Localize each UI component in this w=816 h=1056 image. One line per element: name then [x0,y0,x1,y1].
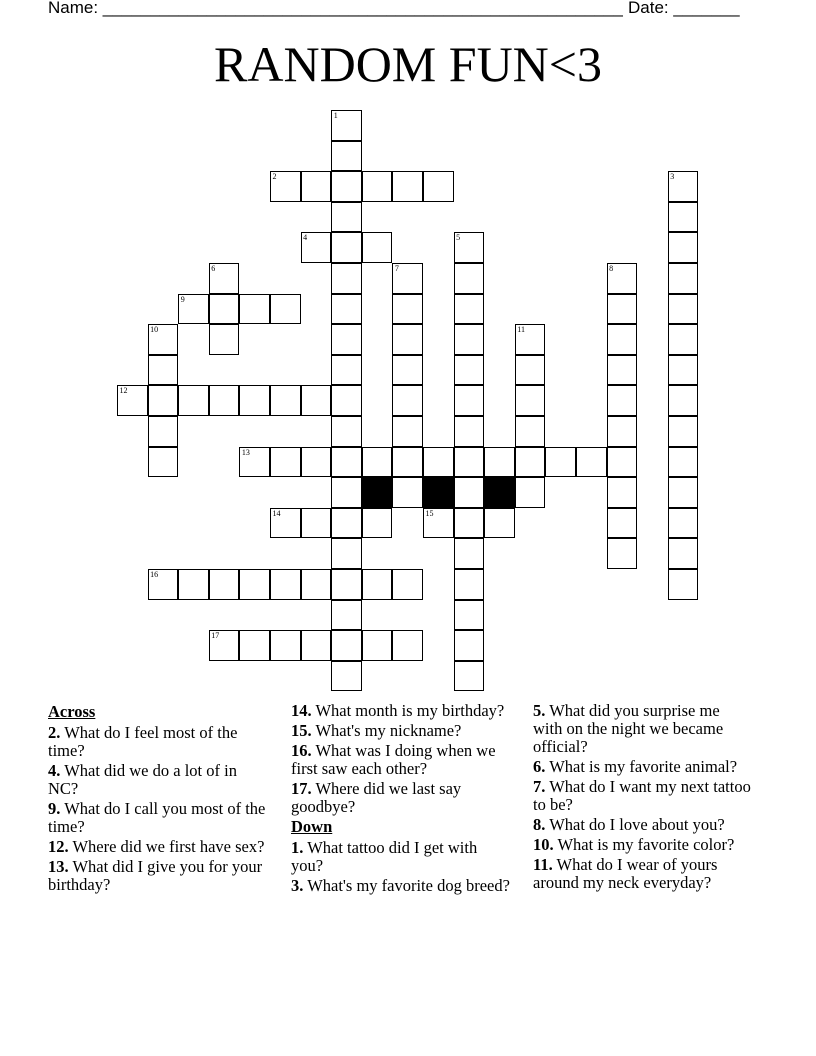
grid-cell[interactable] [607,477,638,508]
grid-cell[interactable] [668,355,699,386]
clue-number-label: 7 [394,264,399,273]
grid-cell[interactable] [178,294,209,325]
grid-cell[interactable] [607,385,638,416]
grid-cell[interactable] [331,538,362,569]
grid-cell[interactable] [209,569,240,600]
grid-cell[interactable] [668,171,699,202]
grid-cell[interactable] [270,569,301,600]
grid-cell[interactable] [454,416,485,447]
grid-cell[interactable] [362,171,393,202]
clue-number-label: 16 [150,570,159,579]
puzzle-title: RANDOM FUN<3 [214,36,602,92]
grid-cell[interactable] [454,508,485,539]
clue-item [48,858,268,894]
grid-cell[interactable] [668,569,699,600]
clue-item-text: What tattoo did I get with you? [291,838,478,875]
grid-cell[interactable] [454,385,485,416]
grid-cell[interactable] [545,447,576,478]
clue-item [48,800,268,836]
clue-number-label: 10 [150,325,159,335]
grid-cell[interactable] [392,569,423,600]
clue-item-text: What do I call you most of the time? [48,799,266,836]
clue-item-text: What do I feel most of the time? [48,723,238,760]
grid-cell[interactable] [392,447,423,478]
clue-item-text: What's my favorite dog breed? [303,876,510,895]
grid-cell[interactable] [454,477,485,508]
grid-cell[interactable] [331,661,362,692]
clues-column-1 [48,702,268,896]
clue-number-label: 17 [211,631,220,641]
clue-number-label: 4 [303,233,308,243]
grid-cell[interactable] [331,600,362,631]
clue-item-number: 5. [533,701,546,720]
clue-item-number: 3. [291,876,304,895]
grid-cell[interactable] [362,232,393,263]
grid-cell[interactable] [301,630,332,661]
grid-cell[interactable] [148,416,179,447]
clue-item-text: Where did we last say goodbye? [291,779,462,816]
clue-item-number: 12. [48,837,69,856]
grid-cell[interactable] [362,508,393,539]
grid-cell[interactable] [331,324,362,355]
clue-item-number: 4. [48,761,61,780]
clue-item-number: 9. [48,799,61,818]
grid-cell[interactable] [270,630,301,661]
grid-cell[interactable] [270,447,301,478]
clue-number-label: 11 [517,325,525,335]
grid-cell[interactable] [668,385,699,416]
clue-item-text: What month is my birthday? [311,701,505,720]
grid-cell[interactable] [484,447,515,478]
grid-cell[interactable] [454,538,485,569]
grid-cell[interactable] [209,630,240,661]
grid-cell[interactable] [362,447,393,478]
clue-item [533,702,753,756]
clue-number-label: 15 [425,508,434,518]
grid-cell[interactable] [331,477,362,508]
clue-item-text: What did I give you for your birthday? [48,857,263,894]
clue-item-number: 1. [291,838,304,857]
grid-cell[interactable] [178,569,209,600]
grid-cell[interactable] [331,508,362,539]
grid-cell[interactable] [515,477,546,508]
grid-cell[interactable] [239,569,270,600]
grid-cell[interactable] [392,355,423,386]
clue-item-number: 7. [533,777,546,796]
clue-item [533,816,753,834]
clue-number-label: 3 [670,172,675,182]
clue-item-text: What do I want my next tattoo to be? [533,777,751,814]
grid-cell[interactable] [607,416,638,447]
clue-item [291,722,511,740]
clues-column-3 [533,702,753,894]
grid-cell[interactable] [392,324,423,355]
grid-cell[interactable] [454,447,485,478]
grid-cell[interactable] [331,569,362,600]
clue-item [291,742,511,778]
grid-cell[interactable] [576,447,607,478]
clue-item [291,877,511,895]
grid-cell[interactable] [301,232,332,263]
grid-cell[interactable] [668,416,699,447]
clue-item-text: What do I wear of yours around my neck everyday? [533,855,718,892]
black-cell [423,477,454,508]
grid-cell[interactable] [331,202,362,233]
grid-cell[interactable] [668,263,699,294]
clue-number-label: 5 [456,233,461,243]
clue-item-text: What's my nickname? [311,721,462,740]
clue-item [291,780,511,816]
grid-cell[interactable] [331,385,362,416]
clue-item [48,838,268,856]
grid-cell[interactable] [209,294,240,325]
grid-cell[interactable] [668,294,699,325]
grid-cell[interactable] [515,355,546,386]
clue-item-text: What is my favorite color? [553,835,735,854]
clue-item-number: 16. [291,741,312,760]
grid-cell[interactable] [148,447,179,478]
grid-cell[interactable] [454,232,485,263]
clue-number-label: 1 [333,111,338,120]
grid-cell[interactable] [331,263,362,294]
date-field: Date: _______ [628,0,740,17]
grid-cell[interactable] [301,385,332,416]
grid-cell[interactable] [607,447,638,478]
grid-cell[interactable] [515,447,546,478]
clue-item-text: What did you surprise me with on the night we became official? [533,701,724,756]
clue-number-label: 8 [609,264,614,273]
grid-cell[interactable] [392,477,423,508]
clue-item-text: What was I doing when we first saw each other? [291,741,496,778]
grid-cell[interactable] [607,324,638,355]
clue-item-number: 11. [533,855,553,874]
clues-column-2 [291,702,511,897]
grid-cell[interactable] [454,600,485,631]
grid-cell[interactable] [148,324,179,355]
clue-item-text: What is my favorite animal? [545,757,738,776]
grid-cell[interactable] [454,294,485,325]
clue-item-number: 17. [291,779,312,798]
grid-cell[interactable] [515,416,546,447]
grid-cell[interactable] [331,171,362,202]
grid-cell[interactable] [423,508,454,539]
grid-cell[interactable] [117,385,148,416]
clue-item-number: 10. [533,835,554,854]
clue-item [533,778,753,814]
grid-cell[interactable] [392,294,423,325]
clue-item [533,758,753,776]
grid-cell[interactable] [239,385,270,416]
grid-cell[interactable] [668,538,699,569]
clue-number-label: 14 [272,508,281,518]
grid-cell[interactable] [668,232,699,263]
across-heading: Across [48,702,96,721]
grid-cell[interactable] [301,171,332,202]
grid-cell[interactable] [239,630,270,661]
grid-cell[interactable] [239,447,270,478]
grid-cell[interactable] [270,171,301,202]
grid-cell[interactable] [178,385,209,416]
grid-cell[interactable] [209,385,240,416]
clue-item-text: What did we do a lot of in NC? [48,761,237,798]
clue-item-number: 8. [533,815,546,834]
grid-cell[interactable] [270,294,301,325]
grid-cell[interactable] [362,630,393,661]
grid-cell[interactable] [392,416,423,447]
clue-item-number: 6. [533,757,546,776]
grid-cell[interactable] [148,569,179,600]
grid-cell[interactable] [607,355,638,386]
clue-item [533,836,753,854]
grid-cell[interactable] [331,141,362,172]
clue-item [48,724,268,760]
grid-cell[interactable] [331,630,362,661]
grid-cell[interactable] [454,355,485,386]
grid-cell[interactable] [331,447,362,478]
down-heading: Down [291,817,333,836]
grid-cell[interactable] [209,263,240,294]
clue-item [291,702,511,720]
grid-cell[interactable] [362,569,393,600]
grid-cell[interactable] [668,477,699,508]
clue-number-label: 13 [241,447,250,457]
grid-cell[interactable] [331,416,362,447]
grid-cell[interactable] [454,324,485,355]
grid-cell[interactable] [239,294,270,325]
grid-cell[interactable] [301,508,332,539]
grid-cell[interactable] [148,385,179,416]
grid-cell[interactable] [331,232,362,263]
grid-cell[interactable] [423,447,454,478]
clue-number-label: 9 [180,294,185,304]
grid-cell[interactable] [331,110,362,141]
grid-cell[interactable] [454,569,485,600]
clue-item-number: 2. [48,723,61,742]
grid-cell[interactable] [515,324,546,355]
grid-cell[interactable] [668,324,699,355]
grid-cell[interactable] [301,569,332,600]
black-cell [484,477,515,508]
clue-item [291,839,511,875]
grid-cell[interactable] [454,630,485,661]
grid-cell[interactable] [607,263,638,294]
grid-cell[interactable] [484,508,515,539]
grid-cell[interactable] [668,508,699,539]
clue-item-number: 15. [291,721,312,740]
grid-cell[interactable] [454,661,485,692]
grid-cell[interactable] [270,385,301,416]
grid-cell[interactable] [301,447,332,478]
clue-item [48,762,268,798]
grid-cell[interactable] [392,630,423,661]
grid-cell[interactable] [607,294,638,325]
clue-number-label: 2 [272,172,277,182]
grid-cell[interactable] [209,324,240,355]
grid-cell[interactable] [392,263,423,294]
grid-cell[interactable] [515,385,546,416]
clue-item-number: 13. [48,857,69,876]
grid-cell[interactable] [392,385,423,416]
clue-item-text: What do I love about you? [545,815,725,834]
grid-cell[interactable] [423,171,454,202]
clue-item-text: Where did we first have sex? [68,837,265,856]
grid-cell[interactable] [607,538,638,569]
grid-cell[interactable] [607,508,638,539]
clue-item [533,856,753,892]
grid-cell[interactable] [331,294,362,325]
grid-cell[interactable] [668,202,699,233]
grid-cell[interactable] [668,447,699,478]
grid-cell[interactable] [270,508,301,539]
grid-cell[interactable] [331,355,362,386]
clue-item-number: 14. [291,701,312,720]
clue-number-label: 12 [119,386,128,396]
grid-cell[interactable] [454,263,485,294]
black-cell [362,477,393,508]
grid-cell[interactable] [392,171,423,202]
grid-cell[interactable] [148,355,179,386]
name-field: Name: _______________________________________________________ [48,0,623,17]
clue-number-label: 6 [211,264,216,273]
